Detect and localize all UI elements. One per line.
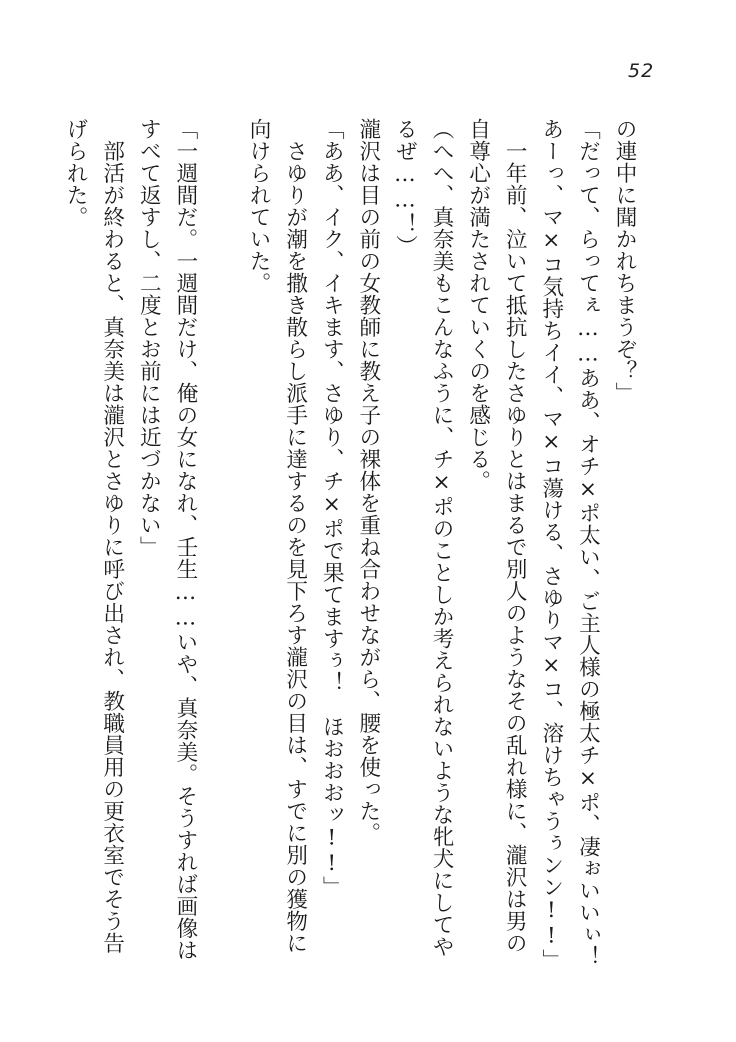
text-line: （へへ、真奈美もこんなふうに、チ×ポのことしか考えられないような牝犬にしてや (429, 118, 455, 958)
text-line: さゆりが潮を撒き散らし派手に達するのを見下ろす瀧沢の目は、すでに別の獲物に (282, 118, 308, 954)
body-text (57, 118, 643, 998)
text-line: 「ああ、イク、イキます、さゆり、チ×ポで果てますぅ！ ほおおおッ!!」 (319, 118, 345, 899)
text-line: げられた。 (63, 118, 89, 228)
text-line: 向けられていた。 (246, 118, 272, 294)
text-line: すべて返すし、二度とお前には近づかない」 (136, 118, 162, 558)
text-line: 部活が終わると、真奈美は瀧沢とさゆりに呼び出され、教職員用の更衣室でそう告 (99, 118, 125, 954)
text-line: 瀧沢は目の前の女教師に教え子の裸体を重ね合わせながら、腰を使った。 (355, 118, 381, 844)
text-line: るぜ……！） (392, 118, 418, 257)
text-line: 自尊心が満たされていくのを感じる。 (465, 118, 491, 492)
text-line: の連中に聞かれちまうぞ？」 (612, 118, 637, 404)
blank-line (203, 118, 240, 998)
text-line: 「だって、らってぇ……ああ、オチ×ポ太い、ご主人様の極太チ×ポ、凄ぉいいぃ！ (575, 118, 601, 968)
text-line: あーっ、マ×コ気持ちイイ、マ×コ蕩ける、さゆりマ×コ、溶けちゃうぅンン!!」 (538, 118, 564, 971)
page-number: 52 (628, 60, 655, 82)
text-line: 「一週間だ。一週間だけ、俺の女になれ、壬生……いや、真奈美。そうすれば画像は (172, 118, 198, 961)
text-line: 一年前、泣いて抵抗したさゆりとはまるで別人のようなその乱れ様に、瀧沢は男の (502, 118, 528, 954)
